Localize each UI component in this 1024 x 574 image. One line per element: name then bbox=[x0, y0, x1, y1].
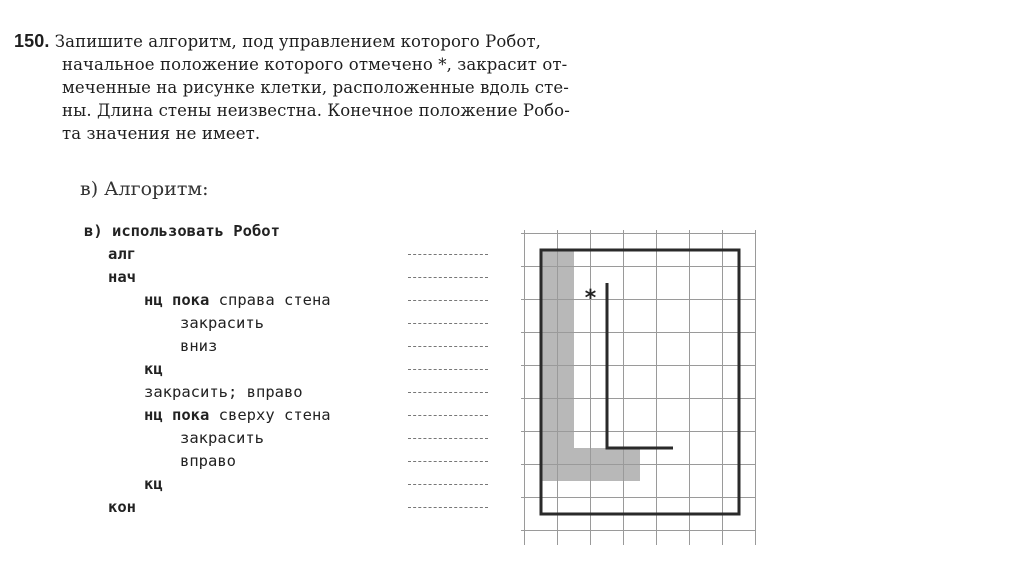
problem-line-3: меченные на рисунке клетки, расположенные вдоль сте- bbox=[62, 78, 569, 97]
problem-line-1: 150. Запишите алгоритм, под управлением которого Робот, bbox=[14, 31, 542, 51]
code-line: кон bbox=[108, 498, 136, 516]
answer-blank bbox=[408, 369, 488, 370]
code-line: закрасить; вправо bbox=[144, 383, 303, 401]
answer-blank bbox=[408, 461, 488, 462]
answer-blank bbox=[408, 415, 488, 416]
answer-blank bbox=[408, 346, 488, 347]
problem-line-5: та значения не имеет. bbox=[62, 124, 261, 143]
answer-blank bbox=[408, 277, 488, 278]
problem-line-2: начальное положение которого отмечено *, закрасит от- bbox=[62, 55, 568, 74]
code-line: вниз bbox=[180, 337, 218, 355]
code-line: нц пока сверху стена bbox=[144, 406, 331, 424]
code-line: в) использовать Робот bbox=[84, 222, 280, 240]
code-line: алг bbox=[108, 245, 136, 263]
algorithm-heading: в) Алгоритм: bbox=[80, 178, 209, 200]
answer-blank bbox=[408, 507, 488, 508]
code-line: кц bbox=[144, 475, 163, 493]
code-line: вправо bbox=[180, 452, 236, 470]
problem-statement bbox=[14, 30, 674, 145]
answer-blank bbox=[408, 300, 488, 301]
problem-number: 150. bbox=[14, 31, 50, 51]
start-marker-icon: * bbox=[583, 286, 598, 311]
answer-blank bbox=[408, 392, 488, 393]
code-line: нач bbox=[108, 268, 136, 286]
answer-blank bbox=[408, 323, 488, 324]
robot-field bbox=[516, 225, 761, 550]
code-line: закрасить bbox=[180, 314, 264, 332]
problem-line-4: ны. Длина стены неизвестна. Конечное положение Робо- bbox=[62, 101, 570, 120]
code-line: нц пока справа стена bbox=[144, 291, 331, 309]
code-line: кц bbox=[144, 360, 163, 378]
answer-blank bbox=[408, 254, 488, 255]
answer-blank bbox=[408, 438, 488, 439]
code-line: закрасить bbox=[180, 429, 264, 447]
answer-blank bbox=[408, 484, 488, 485]
